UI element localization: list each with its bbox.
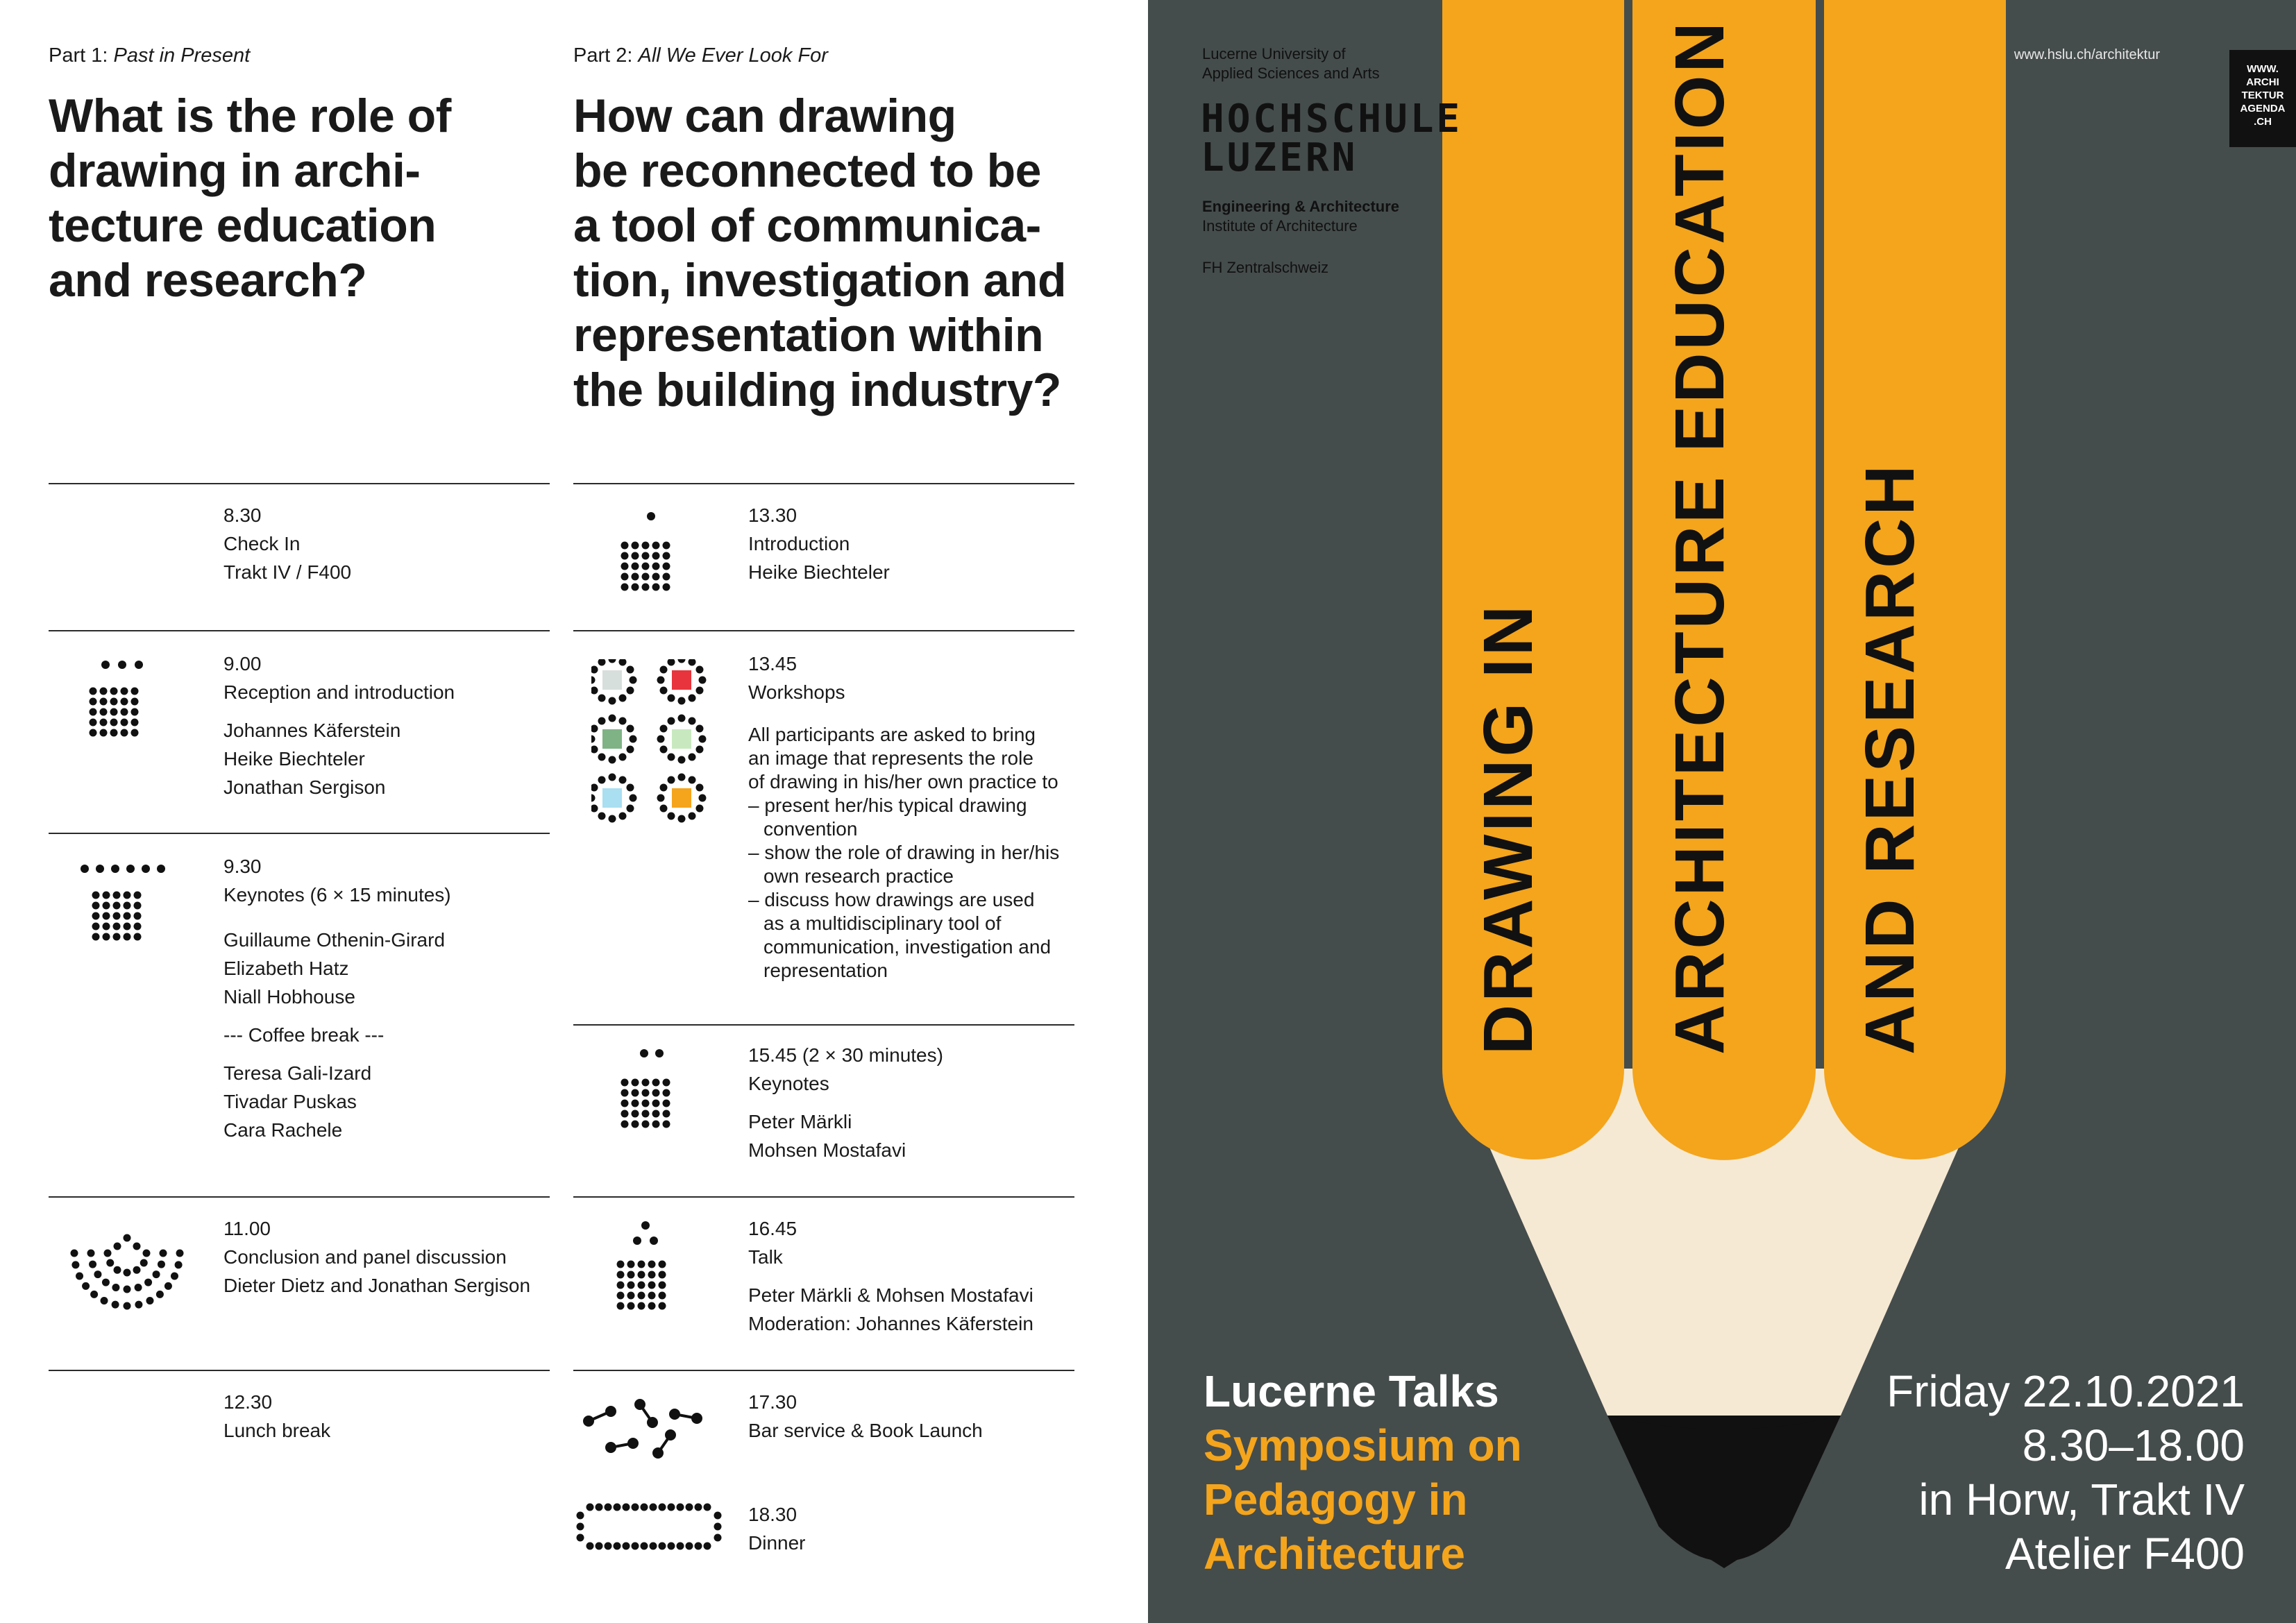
workshop-tables-icon — [591, 659, 716, 840]
fh-label: FH Zentralschweiz — [1202, 259, 1329, 276]
institution-name: Lucerne University of Applied Sciences and Arts — [1202, 45, 1380, 82]
panel-seating-icon — [61, 1218, 193, 1336]
schedule-item: 18.30 Dinner — [748, 1504, 806, 1554]
event-date: Friday 22.10.2021 8.30–18.00 in Horw, Trakt IV Atelier F400 — [1886, 1366, 2245, 1579]
schedule-item: 11.00 Conclusion and panel discussion Dieter Dietz and Jonathan Sergison — [223, 1218, 531, 1296]
divider — [573, 1196, 1074, 1198]
divider — [573, 630, 1074, 631]
schedule-item: 15.45 (2 × 30 minutes) Keynotes Peter Märkli Mohsen Mostafavi — [748, 1044, 943, 1161]
part1-question: What is the role of drawing in archi- tecture education and research? — [49, 90, 451, 307]
keynote-seating-icon — [78, 860, 175, 944]
schedule-item: 13.45 Workshops All participants are asked to bring an image that represents the role of drawing in his/her own practice to – present her/his typical drawing convention – show the role of drawing in her/his own research practice – discuss how drawings are used as a multidisciplinary tool of communication, investigation and representation — [748, 653, 1060, 981]
part2-label: Part 2: All We Ever Look For — [573, 44, 828, 67]
divider — [49, 630, 550, 631]
schedule-item: 17.30 Bar service & Book Launch — [748, 1391, 983, 1441]
schedule-item: 9.00 Reception and introduction Johannes Käferstein Heike Biechteler Jonathan Sergison — [223, 653, 455, 798]
divider — [49, 1196, 550, 1198]
divider — [573, 1024, 1074, 1026]
seating-icon — [86, 656, 169, 740]
schedule-item: 9.30 Keynotes (6 × 15 minutes) Guillaume Othenin-Girard Elizabeth Hatz Niall Hobhouse --- Coffee break --- Teresa Gali-Izard Tivadar Puskas Cara Rachele — [223, 856, 451, 1141]
hslu-logo: HOCHSCHULE LUZERN — [1201, 96, 1463, 180]
schedule-item: 13.30 Introduction Heike Biechteler — [748, 504, 890, 583]
schedule-item: 12.30 Lunch break — [223, 1391, 331, 1441]
architektur-agenda-logo: WWW. ARCHI TEKTUR AGENDA .CH — [2229, 50, 2296, 147]
divider — [573, 483, 1074, 484]
keynote-seating-icon — [611, 1046, 694, 1137]
divider — [573, 1370, 1074, 1371]
event-title: Lucerne Talks Symposium on Pedagogy in Architecture — [1204, 1366, 1522, 1579]
website-url[interactable]: www.hslu.ch/architektur — [2014, 47, 2160, 62]
schedule-item: 8.30 Check In Trakt IV / F400 — [223, 504, 352, 583]
bar-standing-icon — [580, 1395, 719, 1464]
divider — [49, 833, 550, 834]
pencil-title-2: ARCHITECTURE EDUCATION — [1661, 19, 1739, 1055]
divider — [49, 483, 550, 484]
lecture-seating-icon — [611, 509, 694, 600]
pencil-title-1: DRAWING IN — [1469, 602, 1547, 1055]
dinner-table-icon — [576, 1500, 722, 1556]
schedule-item: 16.45 Talk Peter Märkli & Mohsen Mostafavi Moderation: Johannes Käferstein — [748, 1218, 1033, 1334]
pencil-title-3: AND RESEARCH — [1851, 462, 1929, 1055]
department: Engineering & Architecture Institute of Architecture — [1202, 198, 1400, 235]
talk-seating-icon — [608, 1218, 691, 1323]
divider — [49, 1370, 550, 1371]
part2-question: How can drawing be reconnected to be a tool of communica- tion, investigation and representation within the building industry? — [573, 90, 1067, 416]
part1-label: Part 1: Past in Present — [49, 44, 251, 67]
